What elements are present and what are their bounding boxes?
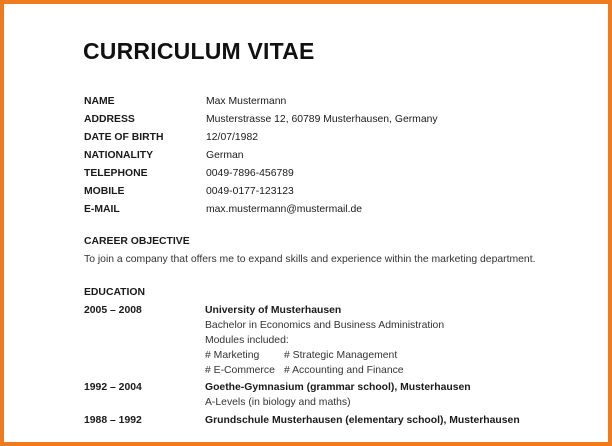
detail-label: MOBILE — [84, 186, 125, 197]
module-item: # Marketing — [205, 350, 260, 361]
detail-label: DATE OF BIRTH — [84, 132, 164, 143]
education-degree: Bachelor in Economics and Business Administration — [205, 320, 445, 331]
detail-label: NATIONALITY — [84, 150, 154, 161]
education-years: 2005 – 2008 — [84, 305, 142, 316]
module-item: # Accounting and Finance — [284, 365, 404, 376]
detail-label: E-MAIL — [84, 204, 120, 215]
education-school: Goethe-Gymnasium (grammar school), Musterhausen — [205, 382, 471, 393]
education-school: Grundschule Musterhausen (elementary school), Musterhausen — [205, 415, 520, 426]
detail-label: TELEPHONE — [84, 168, 148, 179]
detail-value: 12/07/1982 — [206, 132, 259, 143]
detail-value: German — [206, 150, 244, 161]
education-years: 1992 – 2004 — [84, 382, 142, 393]
detail-value: Musterstrasse 12, 60789 Musterhausen, Germany — [206, 114, 438, 125]
detail-value: max.mustermann@mustermail.de — [206, 204, 363, 215]
module-item: # E-Commerce — [205, 365, 275, 376]
career-objective-text: To join a company that offers me to expand skills and experience within the marketing department. — [84, 254, 536, 265]
detail-value: Max Mustermann — [206, 96, 287, 107]
career-objective-heading: CAREER OBJECTIVE — [84, 236, 190, 247]
detail-value: 0049-0177-123123 — [206, 186, 294, 197]
detail-label: NAME — [84, 96, 115, 107]
detail-value: 0049-7896-456789 — [206, 168, 294, 179]
module-item: # Strategic Management — [284, 350, 398, 361]
detail-label: ADDRESS — [84, 114, 135, 125]
modules-label: Modules included: — [205, 335, 289, 346]
page-title: CURRICULUM VITAE — [83, 38, 315, 64]
education-school: University of Musterhausen — [205, 305, 342, 316]
education-degree: A-Levels (in biology and maths) — [205, 397, 351, 408]
education-heading: EDUCATION — [84, 287, 145, 298]
education-years: 1988 – 1992 — [84, 415, 142, 426]
